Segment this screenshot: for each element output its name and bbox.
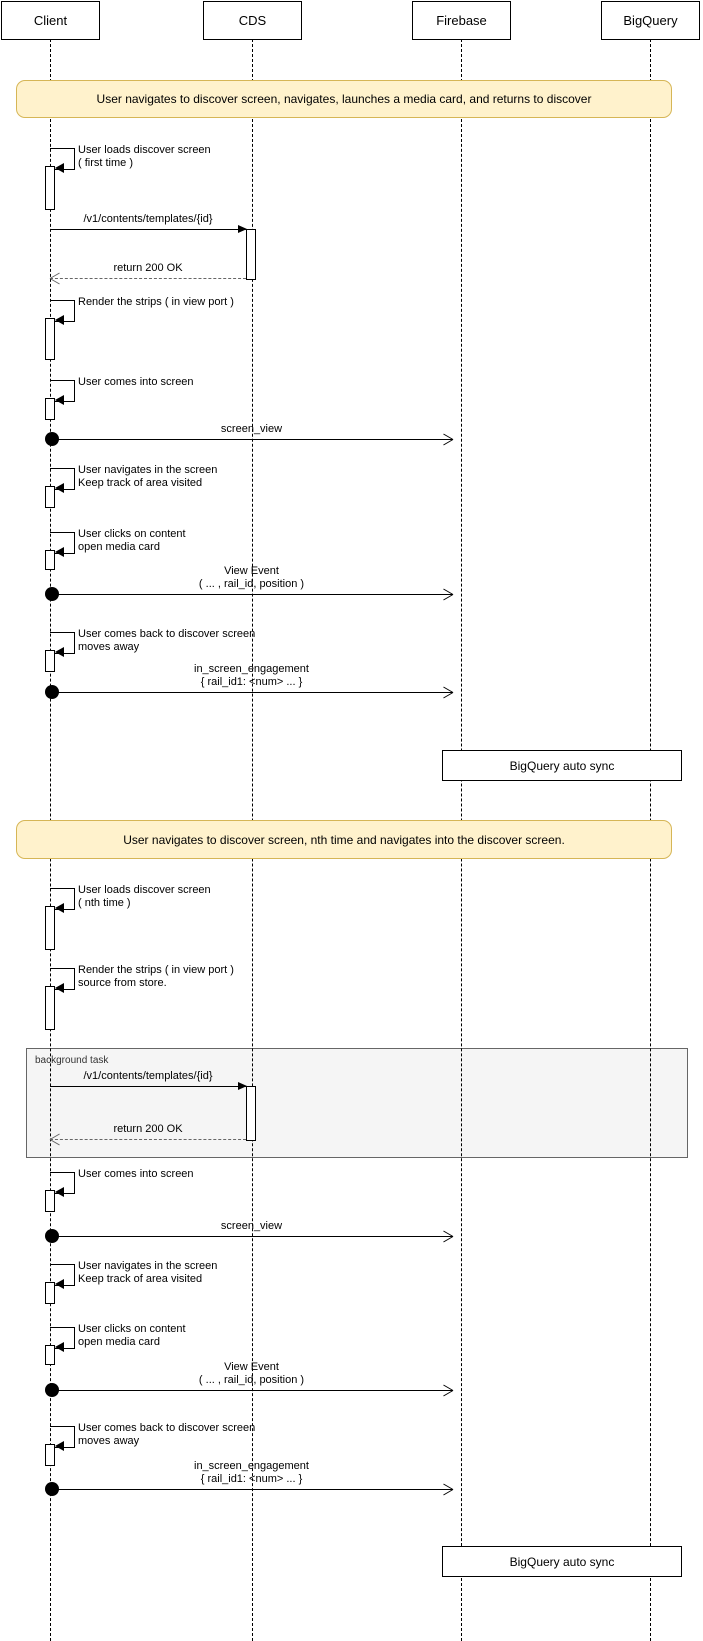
return-line [50, 278, 246, 279]
self-message-label: User loads discover screen ( first time ) [78, 144, 211, 169]
frame-label: background task [35, 1055, 109, 1066]
arrowhead-icon [55, 647, 64, 657]
actor-label: CDS [238, 13, 267, 28]
message-label: screen_view [220, 423, 283, 435]
self-message-label: User clicks on content open media card [78, 1323, 186, 1348]
sync-box-label: BigQuery auto sync [509, 758, 615, 773]
self-message-label: User navigates in the screen Keep track of area visited [78, 1260, 218, 1285]
activation-bar [45, 1282, 55, 1304]
self-message-label: Render the strips ( in view port ) source from store. [78, 964, 234, 989]
self-message-label: Render the strips ( in view port ) [78, 296, 234, 308]
message-line [50, 439, 453, 440]
message-line [50, 1489, 453, 1490]
message-label: /v1/contents/templates/{id} [83, 213, 213, 225]
message-label: in_screen_engagement { rail_id1: <num> ... } [194, 1460, 309, 1485]
actor-box-bigquery [601, 1, 700, 40]
self-message-label: User clicks on content open media card [78, 528, 186, 553]
activation-bar [45, 166, 55, 210]
return-line [50, 1139, 246, 1140]
self-message-label: User comes back to discover screen moves away [78, 1422, 256, 1447]
arrowhead-icon [55, 1441, 64, 1451]
self-message-label: User navigates in the screen Keep track of area visited [78, 464, 218, 489]
arrowhead-icon [55, 163, 64, 173]
frame-background-task [26, 1048, 688, 1158]
bigquery-auto-sync-box-1 [442, 750, 682, 781]
arrowhead-icon [55, 315, 64, 325]
self-message-label: User loads discover screen ( nth time ) [78, 884, 211, 909]
sync-box-label: BigQuery auto sync [509, 1554, 615, 1569]
actor-box-firebase [412, 1, 511, 40]
message-label: return 200 OK [113, 262, 183, 274]
arrowhead-icon [55, 983, 64, 993]
arrowhead-icon [55, 1279, 64, 1289]
arrowhead-icon [55, 395, 64, 405]
arrowhead-icon [55, 547, 64, 557]
self-message-label: User comes into screen [78, 1168, 194, 1180]
activation-bar-cds [246, 229, 256, 280]
message-label: View Event ( ... , rail_id, position ) [198, 1361, 305, 1386]
message-line [50, 1236, 453, 1237]
activation-bar [45, 398, 55, 420]
banner-scenario-1 [16, 80, 672, 118]
message-line [50, 1086, 246, 1087]
message-line [50, 1390, 453, 1391]
actor-box-client [1, 1, 100, 40]
actor-box-cds [203, 1, 302, 40]
actor-label: Client [33, 13, 68, 28]
arrowhead-icon [55, 483, 64, 493]
banner-text: User navigates to discover screen, nth time and navigates into the discover screen. [123, 832, 565, 847]
message-label: in_screen_engagement { rail_id1: <num> ... } [194, 663, 309, 688]
activation-bar [45, 986, 55, 1030]
message-line [50, 594, 453, 595]
actor-label: Firebase [436, 13, 487, 28]
self-message-label: User comes into screen [78, 376, 194, 388]
banner-text: User navigates to discover screen, navigates, launches a media card, and returns to discover [96, 92, 592, 106]
activation-bar [45, 486, 55, 508]
message-label: screen_view [220, 1220, 283, 1232]
activation-bar-cds [246, 1086, 256, 1141]
message-label: /v1/contents/templates/{id} [83, 1070, 213, 1082]
banner-scenario-2 [16, 820, 672, 859]
actor-label: BigQuery [623, 13, 678, 28]
arrowhead-icon [55, 903, 64, 913]
activation-bar [45, 1190, 55, 1212]
activation-bar [45, 318, 55, 360]
self-message-label: User comes back to discover screen moves away [78, 628, 256, 653]
arrowhead-icon [55, 1342, 64, 1352]
message-label: return 200 OK [113, 1123, 183, 1135]
activation-bar [45, 906, 55, 950]
message-line [50, 692, 453, 693]
message-line [50, 229, 246, 230]
message-label: View Event ( ... , rail_id, position ) [198, 565, 305, 590]
bigquery-auto-sync-box-2 [442, 1546, 682, 1577]
arrowhead-icon [55, 1187, 64, 1197]
